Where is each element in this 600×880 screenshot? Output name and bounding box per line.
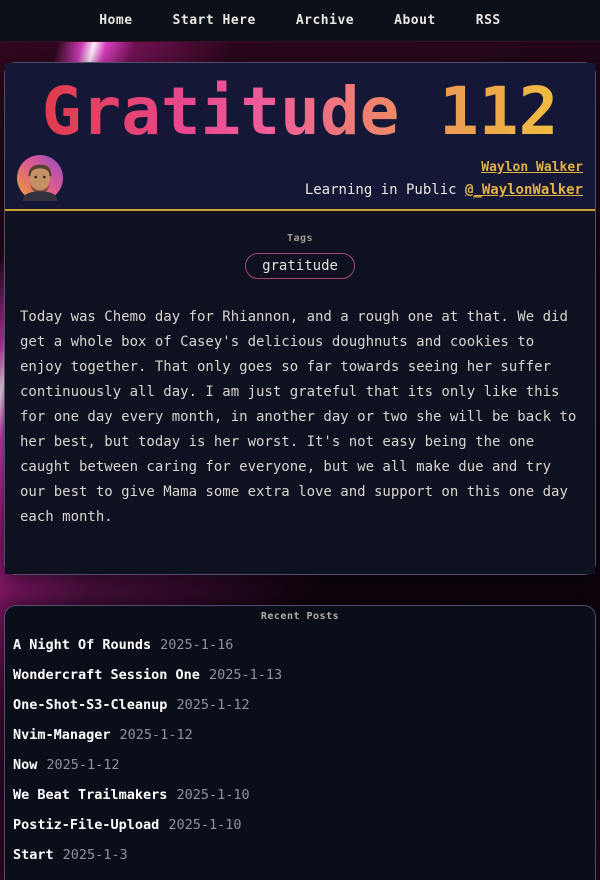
recent-post-date: 2025-1-10 — [168, 817, 242, 833]
author-row — [17, 155, 583, 201]
recent-post-link[interactable]: One-Shot-S3-Cleanup — [13, 697, 168, 713]
recent-post-link[interactable]: Start — [13, 847, 54, 863]
recent-post-link[interactable]: Nvim-Manager — [13, 727, 111, 743]
recent-post-item — [13, 810, 587, 840]
recent-post-item — [13, 690, 587, 720]
recent-post-date: 2025-1-16 — [160, 637, 234, 653]
nav-item-start-here[interactable]: Start Here — [172, 13, 256, 28]
article-card — [4, 62, 596, 575]
recent-post-item — [13, 780, 587, 810]
recent-post-date: 2025-1-13 — [208, 667, 283, 683]
recent-post-link[interactable]: Wondercraft Session One — [13, 667, 200, 683]
recent-post-item — [13, 630, 587, 660]
nav-item-home[interactable]: Home — [99, 13, 133, 28]
recent-post-link[interactable]: Postiz-File-Upload — [13, 817, 160, 833]
recent-post-link[interactable]: A Night Of Rounds — [13, 637, 152, 653]
recent-post-link[interactable]: Now — [13, 757, 38, 773]
nav-item-archive[interactable]: Archive — [295, 13, 355, 28]
avatar-face-illustration — [17, 155, 63, 201]
recent-posts-list — [13, 630, 587, 870]
recent-post-date: 2025-1-10 — [176, 787, 250, 803]
main-content — [0, 62, 600, 880]
article-title: Gratitude 112 — [17, 79, 583, 145]
author-name-link[interactable]: Waylon Walker — [481, 160, 583, 175]
top-nav — [0, 0, 600, 42]
recent-post-date: 2025-1-12 — [119, 727, 193, 743]
recent-post-date: 2025-1-12 — [46, 757, 120, 773]
article-header — [5, 63, 595, 211]
nav-item-rss[interactable]: RSS — [475, 13, 501, 28]
recent-post-link[interactable]: We Beat Trailmakers — [13, 787, 168, 803]
article-text: Today was Chemo day for Rhiannon, and a rough one at that. We did get a whole box of Casey's delicious doughnuts and cookies to enjoy together. That only goes so far towards seeing her suffer continuously all day. I am just grateful that its only like this for one day every month, in another day or two she will be back to her best, but today is her worst. It's not easy being the one caught between caring for everyone, but we all make due and try our best to give Mama some extra love and support on this one day each month. — [20, 309, 577, 525]
tags-row — [12, 253, 588, 279]
recent-posts-heading: Recent Posts — [260, 611, 340, 622]
tags-label: Tags — [286, 233, 314, 244]
article-body — [5, 211, 595, 574]
author-avatar[interactable] — [17, 155, 63, 201]
recent-post-date: 2025-1-12 — [176, 697, 250, 713]
recent-post-date: 2025-1-3 — [62, 847, 128, 863]
recent-post-item — [13, 750, 587, 780]
recent-posts-card — [4, 605, 596, 880]
author-tagline — [305, 179, 583, 201]
nav-item-about[interactable]: About — [394, 13, 436, 28]
recent-post-item — [13, 720, 587, 750]
tag-pill-gratitude[interactable]: gratitude — [245, 253, 355, 279]
recent-post-item — [13, 660, 587, 690]
recent-post-item — [13, 840, 587, 870]
tagline-text: Learning in Public — [304, 182, 465, 198]
author-handle-link[interactable]: @_WaylonWalker — [464, 182, 583, 198]
author-info — [305, 155, 583, 201]
